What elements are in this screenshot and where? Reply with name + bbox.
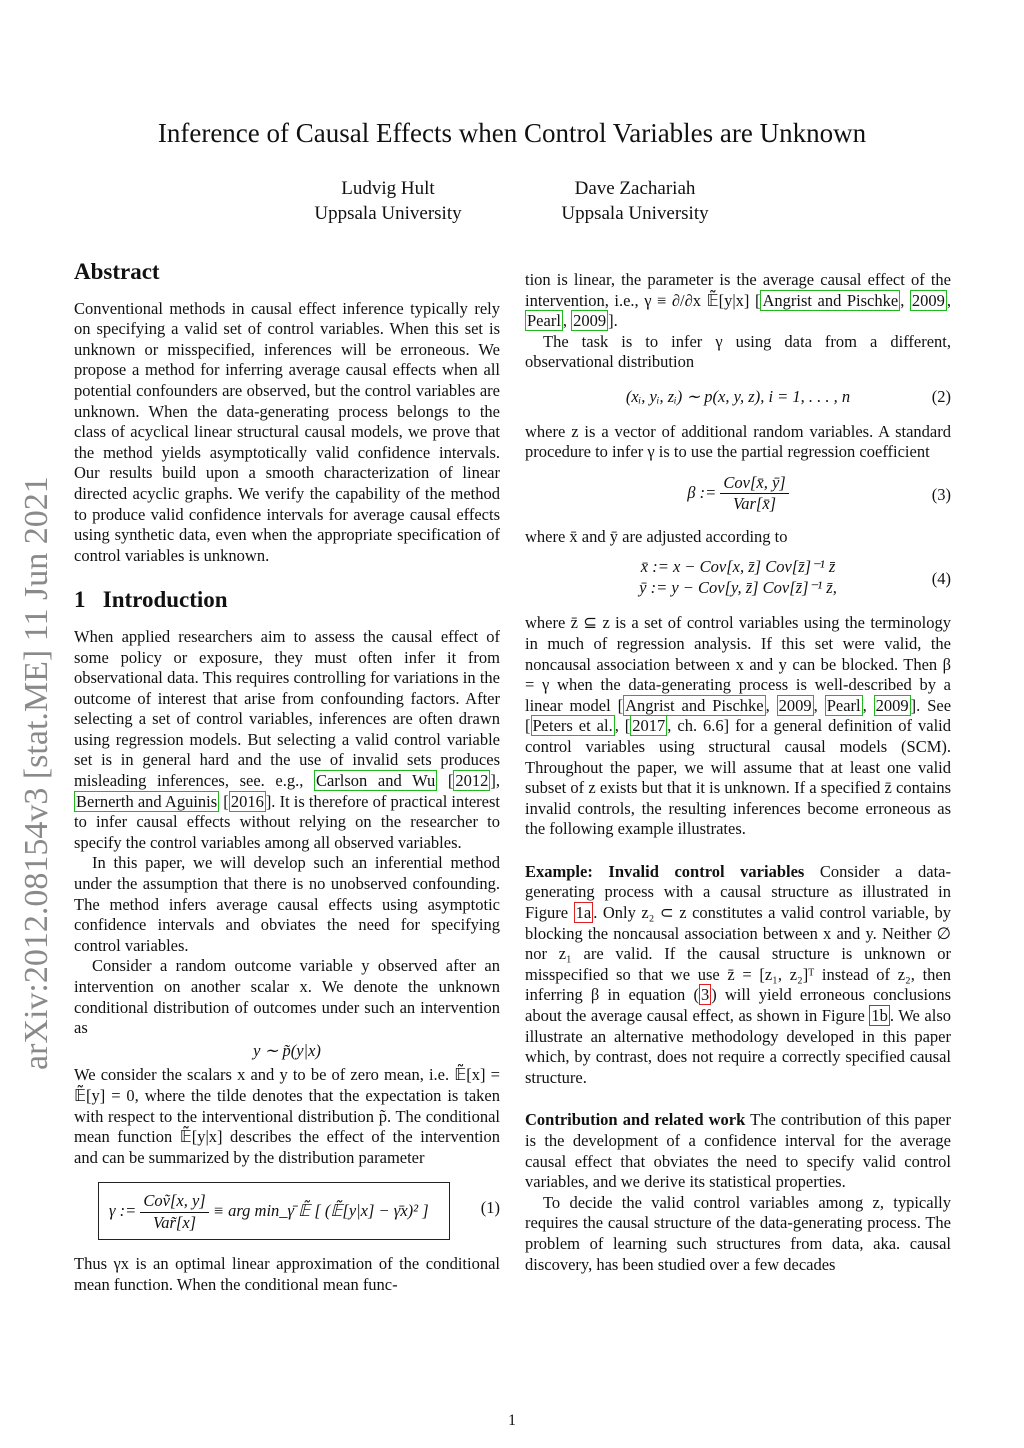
citation-link[interactable]: 2012 — [455, 771, 489, 791]
equation-number: (1) — [480, 1198, 500, 1218]
citation-link[interactable]: 2009 — [778, 695, 812, 715]
contribution-paragraph — [525, 1110, 951, 1192]
author-name: Ludvig Hult — [341, 178, 435, 199]
right-paragraph-5: where z̄ ⊆ z is a set of control variables using the terminology in much of regression analysis. If this set were valid, the noncausal association between x and y can be blocked. Then β = γ when the data-generating process is well-described by a linear model [ Angrist and Pischke , 2009 , Pearl , 2009 ]. See [ Peters et al. , [ 2017 , ch. 6.6] for a general definition of valid control variables using structural causal models (SCM). Throughout the paper, we will assume that at least one valid subset of z exists but that it is unknown. If a specified z̄ contains invalid controls, the resulting inferences become erroneous as the following example illustrates. — [525, 613, 952, 839]
author-affiliation: Uppsala University — [314, 203, 462, 224]
eq-rhs: ≡ arg min_γ̄ 𝔼̃ [ (𝔼̃[y|x] − γ̄x)² ] — [212, 1201, 429, 1221]
author-name: Dave Zachariah — [574, 178, 696, 199]
eq-fraction — [720, 473, 788, 515]
citation-link[interactable]: 2016 — [230, 791, 264, 811]
paragraph-text: When applied researchers aim to assess the causal effect of some policy or exposure, they must often infer it from observational data. This requires controlling for variations in the outcome of interest that arise from confounding factors. After selecting a set of control variables, inferences are often drawn using regression models. But selecting a valid control variable set is in general hard and the use of invalid sets produces misleading inferences, see. e.g., — [74, 626, 500, 791]
eq-line: x̄ := x − Cov[x, z̄] Cov[z̄]⁻¹ z̄ — [640, 557, 836, 577]
left-column — [74, 259, 500, 1296]
eq-denominator: Var[x̄] — [733, 494, 777, 514]
right-paragraph-4: where x̄ and ȳ are adjusted according to — [525, 526, 788, 546]
section-number: 1 — [74, 587, 86, 613]
example-heading: Example: Invalid control variables — [525, 861, 805, 881]
paragraph-text: Consider a data-generating process with a causal structure as illustrated in Figure — [525, 861, 951, 923]
citation-link[interactable]: Carlson and Wu — [315, 771, 436, 791]
intro-paragraph-5: Thus γx is an optimal linear approximation of the conditional mean function. When the conditional mean func- — [74, 1254, 500, 1294]
author-2 — [505, 176, 765, 226]
citation-link[interactable]: Angrist and Pischke — [762, 290, 899, 310]
citation-link[interactable]: 2009 — [911, 290, 945, 310]
citation-link[interactable]: Angrist and Pischke — [625, 695, 764, 715]
citation-link[interactable]: 2009 — [875, 695, 909, 715]
see-text: . See [ — [525, 695, 952, 736]
eq-lhs: β := — [687, 482, 717, 502]
abstract-text: Conventional methods in causal effect inference typically rely on specifying a valid set of control variables. When this set is unknown or misspecified, inferences will be erroneous. We propose a method for inferring average causal effects when all potential confounders are observed, but the control variables are unknown. When the data-generating process belongs to the class of acyclical linear structural causal models, we prove that the method yields asymptotically valid confidence intervals. Our results build upon a smooth characterization of linear directed acyclic graphs. We verify the capability of the method to produce valid confidence intervals for average causal effects using synthetic data, even when the appropriate specification of control variables is unknown. — [74, 298, 500, 565]
page-number: 1 — [508, 1412, 516, 1429]
equation-number: (4) — [931, 569, 951, 589]
equation-box — [98, 1182, 450, 1240]
citation-link[interactable]: 2017 — [632, 716, 666, 736]
equation-number: (3) — [931, 484, 951, 504]
paragraph-text: It is therefore of practical interest to infer causal effects without relying on the researcher to specify the control variables among all observed variables. — [74, 791, 500, 852]
citation-link[interactable]: Peters et al. — [532, 716, 613, 736]
equation-3 — [525, 473, 951, 517]
figure-link[interactable]: 1a — [575, 903, 592, 923]
example-paragraph: Example: Invalid control variables Consider a data-generating process with a causal structure as illustrated in Figure 1a . Only z₂ ⊂ z constitutes a valid control variable, by blocking the noncausal association between x and y. Neither ∅ nor z₁ are valid. If the causal structure is unknown or misspecified so that we use z̄ = [z₁, z₂]ᵀ instead of z₂, then inferring β in equation ( 3 ) will yield erroneous conclusions about the average causal effect, as shown in Figure 1b . We also illustrate an alternative methodology developed in this paper which, by contrast, does not require a correctly specified causal structure. — [525, 861, 952, 1087]
right-paragraph-2: The task is to infer γ using data from a different, observational distribution — [525, 331, 951, 372]
section-heading — [74, 587, 500, 613]
eq-numerator: Cov[x̄, ȳ] — [720, 473, 788, 495]
eq-numerator: Coṽ[x, y] — [140, 1191, 208, 1213]
author-1 — [258, 176, 518, 226]
paragraph-text: , ch. 6.6] for a general definition of valid control variables using structural causal models (SCM). Throughout the paper, we will assume that at least one valid subset of z exists but that it is unknown. If a specified z̄ contains invalid controls, the resulting inferences become erroneous as the following example illustrates. — [525, 716, 951, 839]
contribution-heading: Contribution and related work — [525, 1110, 746, 1130]
citation-link[interactable]: Pearl — [527, 311, 561, 331]
eq-denominator: Var̃[x] — [153, 1212, 197, 1232]
right-paragraph-3: where z is a vector of additional random variables. A standard procedure to infer γ is to use the partial regression coefficient — [525, 421, 951, 462]
paragraph-text: will yield erroneous conclusions about the average causal effect, as shown in Figure — [525, 985, 951, 1026]
equation-4 — [525, 557, 951, 601]
abstract-heading: Abstract — [74, 259, 160, 284]
intro-paragraph-4: We consider the scalars x and y to be of zero mean, i.e. 𝔼̃[x] = 𝔼̃[y] = 0, where the tilde denotes that the expectation is taken with respect to the interventional distribution p̃. The conditional mean function 𝔼̃[y|x] describes the effect of the intervention and can be summarized by the distribution parameter — [74, 1065, 500, 1167]
right-paragraph-last: To decide the valid control variables among z, typically requires the causal structure of the data-generating process. The problem of learning such structures from data, aka. causal discovery, has been studied over a few decades — [525, 1192, 951, 1274]
equation-1 — [74, 1182, 500, 1242]
equation-number: (2) — [931, 386, 951, 406]
equation-distribution: y ∼ p̃(y|x) — [253, 1040, 321, 1060]
figure-link[interactable]: 1b — [871, 1006, 888, 1026]
intro-paragraph-1: When applied researchers aim to assess the causal effect of some policy or exposure, they must often infer it from observational data. This requires controlling for variations in the outcome of interest that arise from confounding factors. After selecting a set of control variables, inferences are often drawn using regression models. But selecting a valid control variable set is in general hard and the use of invalid sets produces misleading inferences, see. e.g., Carlson and Wu [ 2012 ], Bernerth and Aguinis [ 2016 ]. It is therefore of practical interest to infer causal effects without relying on the researcher to specify the control variables among all observed variables. — [74, 626, 500, 852]
equation-2 — [525, 387, 951, 408]
paragraph-text: tion is linear, the parameter is the average causal effect of the intervention, i.e., γ ≡ ∂/∂x 𝔼̃[y|x] — [525, 270, 951, 310]
eq-line: ȳ := y − Cov[y, z̄] Cov[z̄]⁻¹ z̄, — [639, 577, 837, 597]
eq-lhs: γ := — [109, 1201, 137, 1221]
citation-link[interactable]: Bernerth and Aguinis — [76, 791, 218, 811]
eq-fraction — [140, 1191, 208, 1233]
citation-link[interactable]: 2009 — [573, 311, 607, 331]
equation-link[interactable]: 3 — [700, 985, 710, 1005]
paragraph-text: The contribution of this paper is the development of a confidence interval for the average causal effect that obviates the need to specify valid control variables, and we derive its statistical properties. — [525, 1110, 951, 1192]
intro-paragraph-3: Consider a random outcome variable y observed after an intervention on another scalar x. We denote the unknown conditional distribution of outcomes under such an intervention as — [74, 956, 500, 1038]
citation-link[interactable]: Pearl — [826, 695, 861, 715]
paragraph-text: . Only z₂ ⊂ z constitutes a valid control variable, by blocking the noncausal association between x and y. Neither ∅ nor z₁ are valid. If the causal structure is unknown or misspecified so that we use z̄ = [z₁, z₂]ᵀ instead of z₂, then inferring β in equation — [525, 903, 951, 1005]
author-affiliation: Uppsala University — [561, 203, 709, 224]
paragraph-text: . We also illustrate an alternative methodology developed in this paper which, by contrast, does not require a correctly specified causal structure. — [525, 1006, 952, 1087]
right-paragraph-1: tion is linear, the parameter is the average causal effect of the intervention, i.e., γ ≡ ∂/∂x 𝔼̃[y|x] [ Angrist and Pischke , 2009 , Pearl , 2009 ]. — [525, 270, 952, 331]
paper-title: Inference of Causal Effects when Control Variables are Unknown — [157, 118, 867, 148]
arxiv-stamp: arXiv:2012.08154v3 [stat.ME] 11 Jun 2021 — [18, 476, 55, 1070]
intro-paragraph-2: In this paper, we will develop such an inferential method under the assumption that there is no unobserved confounding. The method infers average causal effects using asymptotic confidence intervals and obviates the need for specifying control variables. — [74, 853, 500, 955]
right-column — [525, 270, 951, 1275]
paragraph-text: where z̄ ⊆ z is a set of control variables using the terminology in much of regression analysis. If this set were valid, the noncausal association between x and y can be blocked. Then β = γ when the data-generating process is well-described by a linear model — [525, 613, 951, 715]
eq-body: (xᵢ, yᵢ, zᵢ) ∼ p(x, y, z), i = 1, . . . , n — [625, 386, 851, 406]
section-title: Introduction — [102, 587, 228, 613]
